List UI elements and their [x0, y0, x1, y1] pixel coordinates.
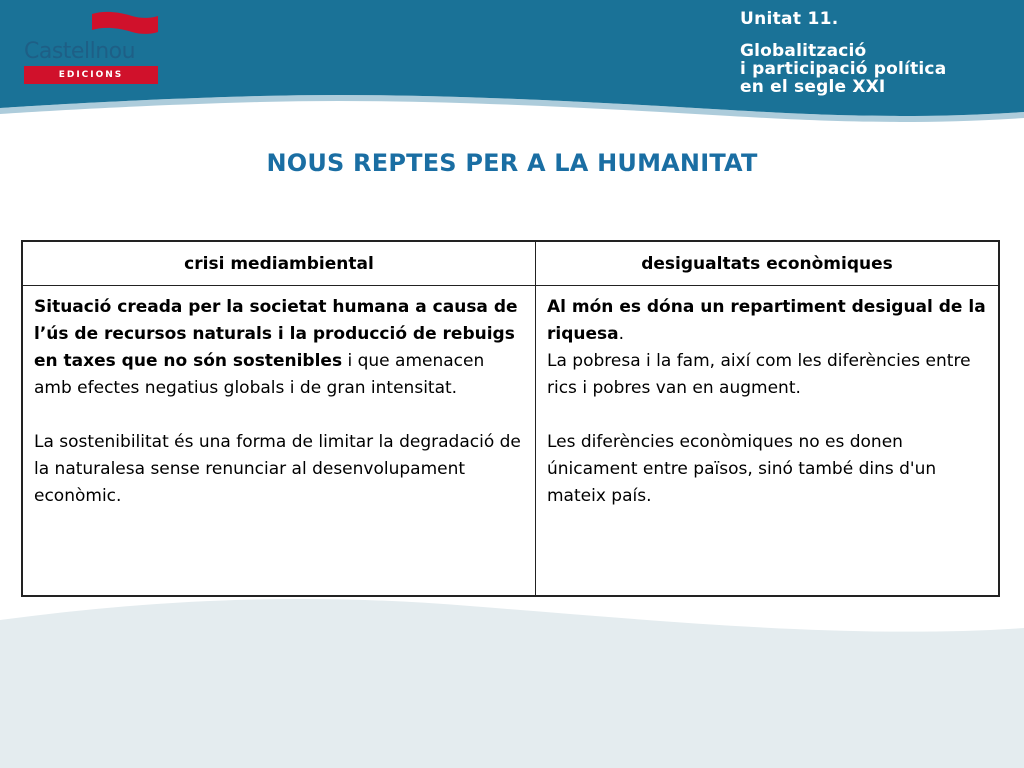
unit-title: [740, 42, 946, 96]
castellnou-logo: [20, 10, 160, 80]
economic-paragraph-1: [547, 294, 988, 402]
logo-flag-icon: [20, 10, 160, 42]
economic-definition-rest: La pobresa i la fam, així com les diferències entre rics i pobres van en augment.: [547, 351, 971, 398]
economic-definition-punct: .: [618, 324, 625, 344]
environment-cell: [22, 286, 536, 597]
economic-cell: [536, 286, 1000, 597]
unit-title-line: en el segle XXI: [740, 77, 886, 97]
economic-paragraph-2: Les diferències econòmiques no es donen únicament entre països, sinó també dins d'un mateix país.: [547, 432, 937, 506]
table-row: [22, 286, 999, 597]
environment-paragraph-1: [34, 294, 525, 402]
bottom-wave: [0, 599, 1024, 768]
environment-paragraph-2: La sostenibilitat és una forma de limitar la degradació de la naturalesa sense renunciar al desenvolupament econòmic.: [34, 432, 521, 506]
logo-wordmark: Castellnou: [24, 39, 136, 64]
unit-title-line: i participació política: [740, 59, 947, 79]
unit-info: [740, 8, 946, 96]
column-header-environment: crisi mediambiental: [22, 241, 536, 286]
column-header-economic: desigualtats econòmiques: [536, 241, 1000, 286]
page-title: NOUS REPTES PER A LA HUMANITAT: [266, 149, 758, 177]
economic-definition-bold: Al món es dóna un repartiment desigual de la riquesa: [547, 297, 986, 344]
unit-label: Unitat 11.: [740, 9, 839, 29]
comparison-table: [21, 240, 1000, 597]
environment-definition-bold: Situació creada per la societat humana a causa de l’ús de recursos naturals i la producció de rebuigs en taxes que no són sostenibles: [34, 297, 518, 371]
table-header-row: [22, 241, 999, 286]
logo-subtitle: EDICIONS: [24, 66, 158, 84]
environment-definition-rest: i que amenacen amb efectes negatius globals i de gran intensitat.: [34, 351, 485, 398]
unit-title-line: Globalització: [740, 41, 867, 61]
